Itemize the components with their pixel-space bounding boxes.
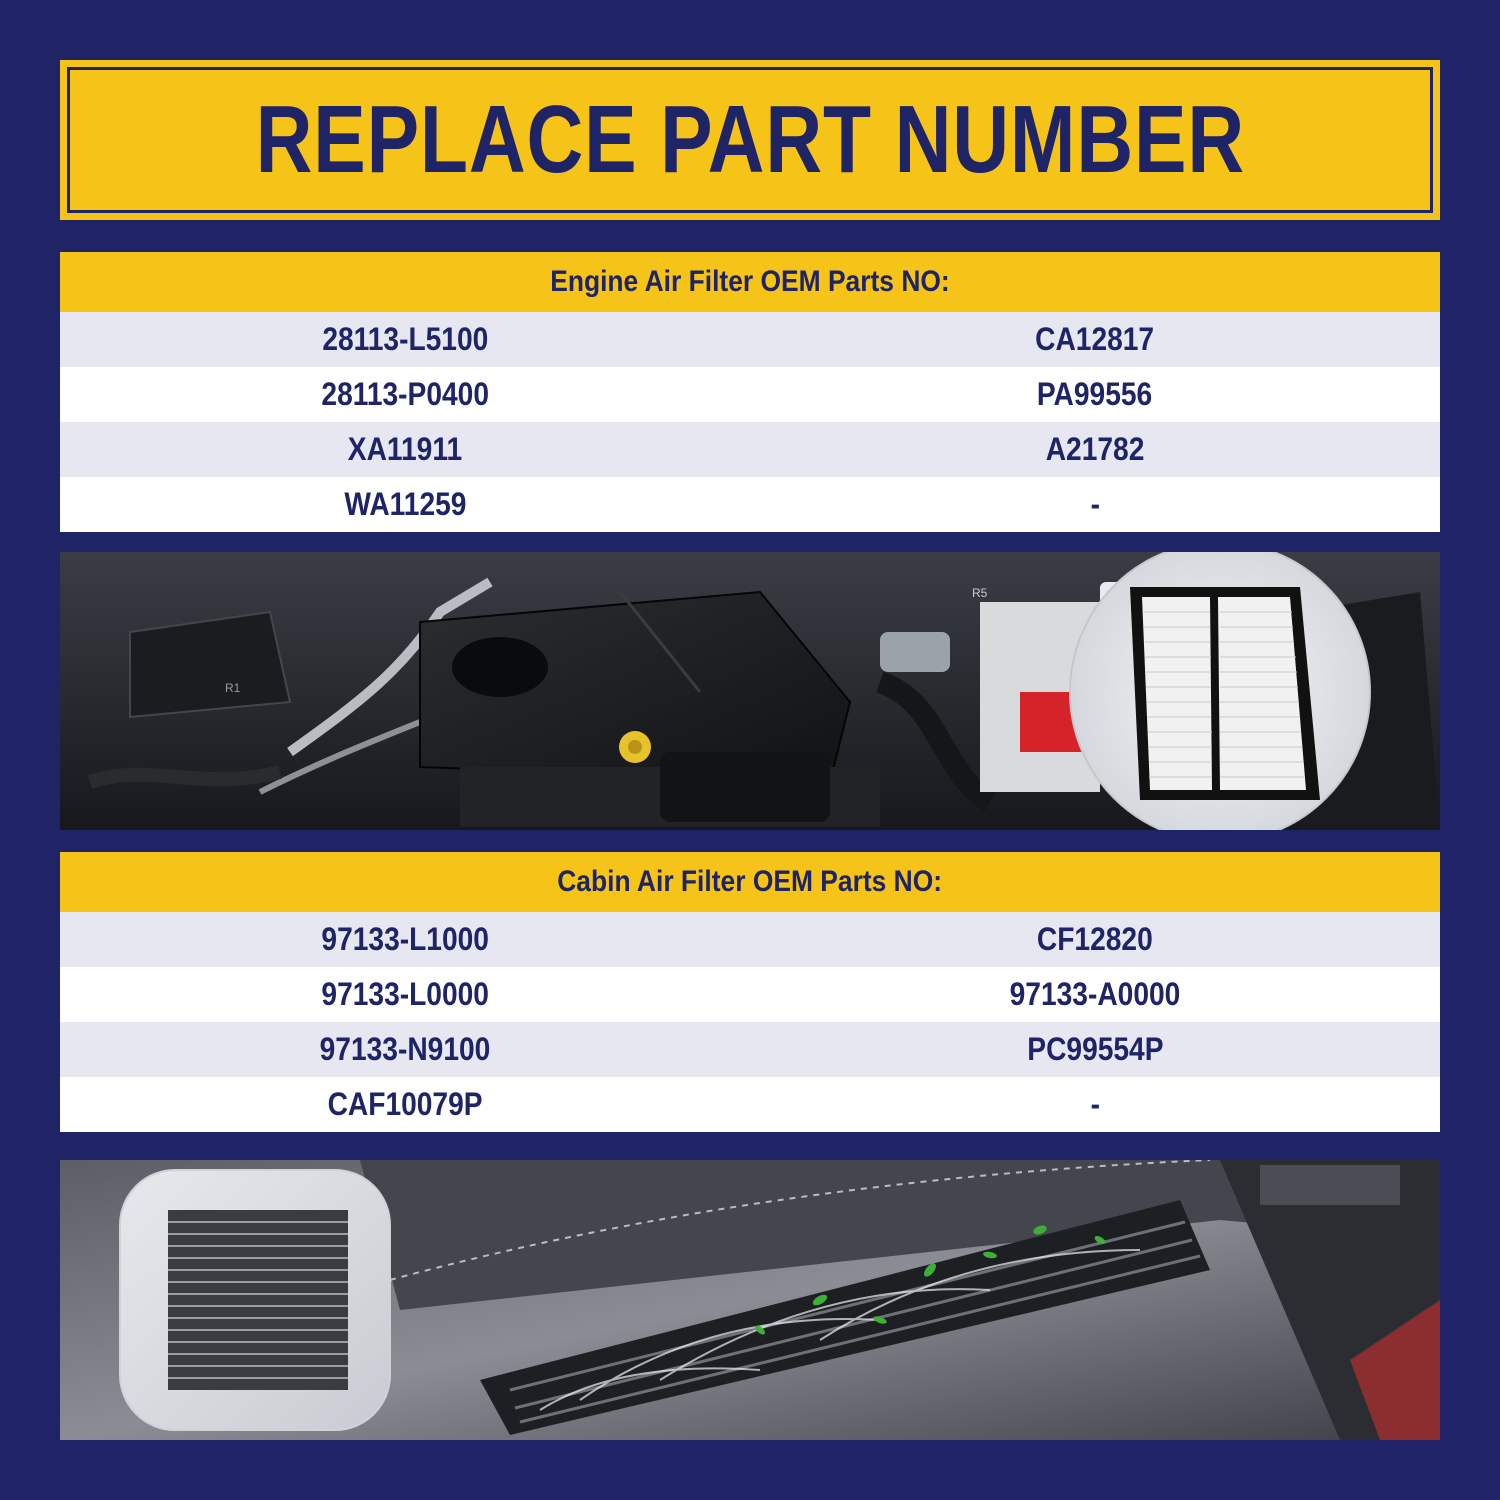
cabin-parts-table — [60, 852, 1440, 1132]
part-number: 28113-P0400 — [321, 376, 489, 412]
engine-parts-table — [60, 252, 1440, 532]
page-title: REPLACE PART NUMBER — [255, 86, 1245, 193]
table-row — [60, 1022, 1440, 1077]
part-number: - — [1090, 1086, 1100, 1122]
part-number: 97133-N9100 — [319, 1031, 491, 1067]
engine-bay-photo — [60, 552, 1440, 830]
part-number: 97133-A0000 — [1009, 976, 1181, 1012]
cabin-air-filter-photo — [120, 1170, 390, 1430]
part-number: PA99556 — [1037, 376, 1153, 412]
part-number: 28113-L5100 — [322, 321, 488, 357]
cabin-table-header — [60, 852, 1440, 912]
engine-table-header — [60, 252, 1440, 312]
table-row — [60, 1077, 1440, 1132]
part-number: CA12817 — [1035, 321, 1155, 357]
cabin-filter-icon — [168, 1210, 348, 1390]
table-row — [60, 312, 1440, 367]
part-number: XA11911 — [347, 431, 463, 467]
dashboard-vent-photo — [60, 1160, 1440, 1440]
part-number: A21782 — [1045, 431, 1145, 467]
engine-air-filter-photo — [1070, 552, 1370, 830]
part-number: 97133-L1000 — [321, 921, 489, 957]
part-number: 97133-L0000 — [321, 976, 489, 1012]
filter-icon — [1130, 587, 1320, 800]
engine-table-header-label: Engine Air Filter OEM Parts NO: — [550, 265, 950, 298]
title-banner — [60, 60, 1440, 220]
table-row — [60, 912, 1440, 967]
table-row — [60, 967, 1440, 1022]
part-number: - — [1090, 486, 1100, 522]
part-number: CAF10079P — [327, 1086, 483, 1122]
relay-label: R5 — [972, 586, 988, 600]
part-number: PC99554P — [1026, 1031, 1164, 1067]
fuse-box-label: R1 — [225, 681, 241, 695]
title-banner-frame — [67, 67, 1433, 213]
table-row — [60, 422, 1440, 477]
table-row — [60, 367, 1440, 422]
part-number: CF12820 — [1037, 921, 1153, 957]
cabin-table-header-label: Cabin Air Filter OEM Parts NO: — [557, 865, 943, 898]
part-number: WA11259 — [343, 486, 467, 522]
table-row — [60, 477, 1440, 532]
